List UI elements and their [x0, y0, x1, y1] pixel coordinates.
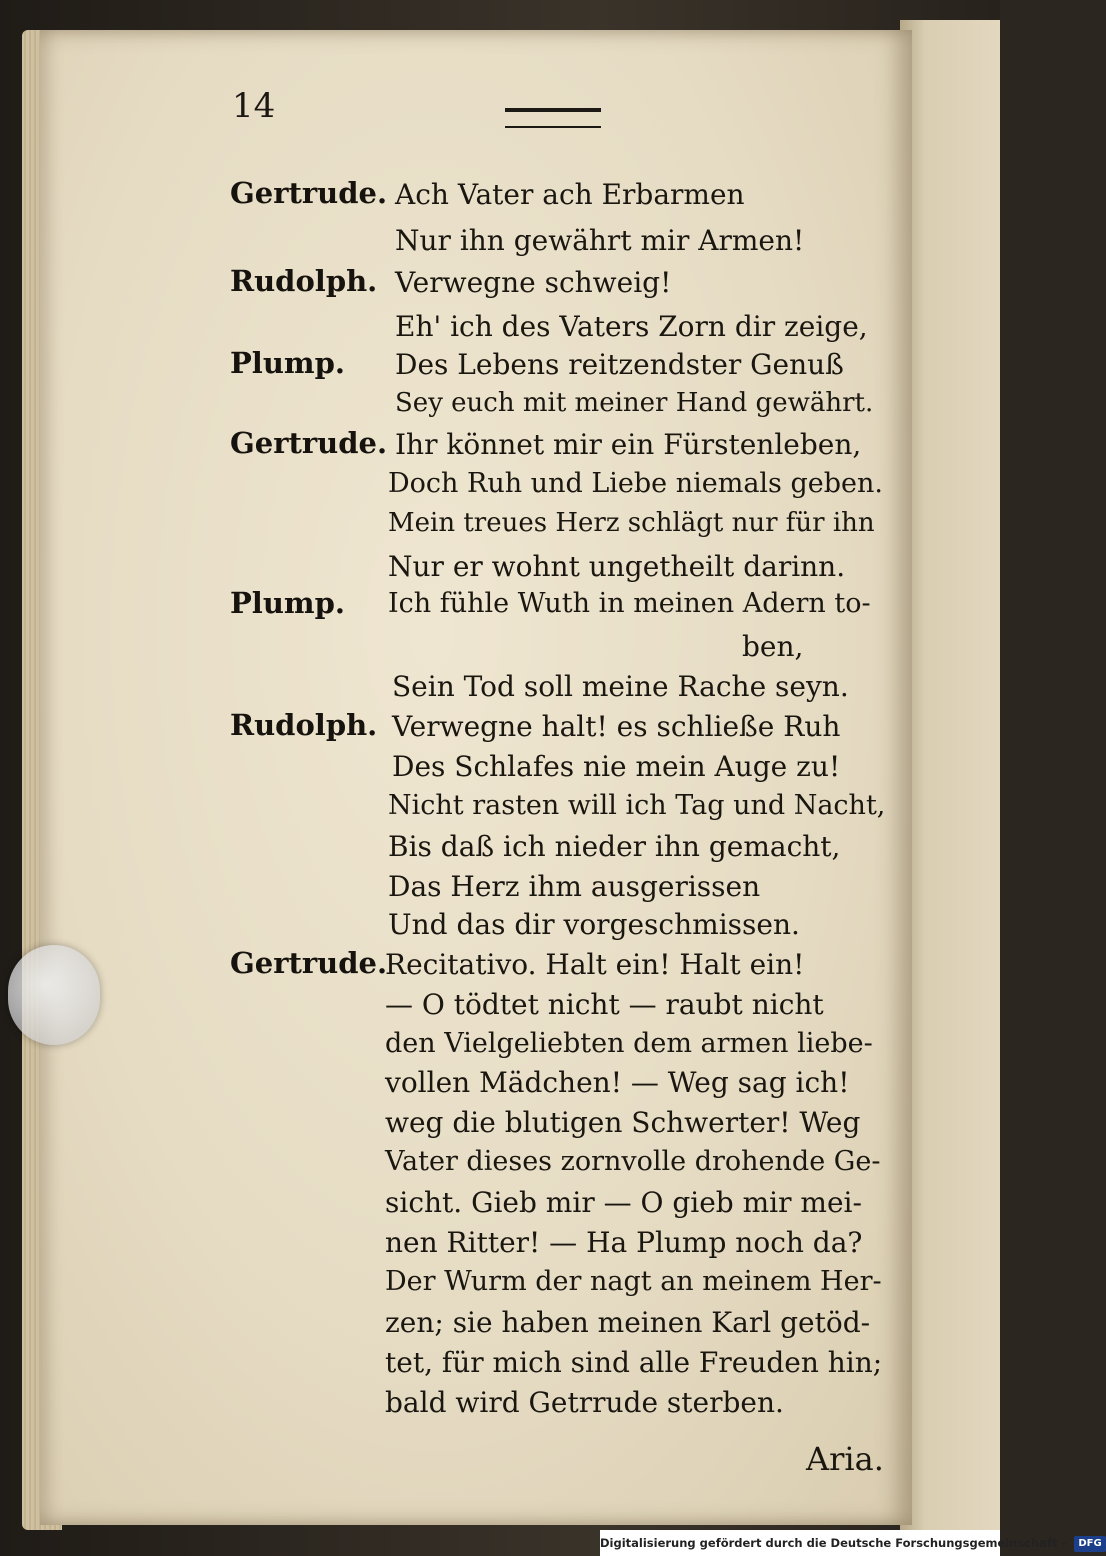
text-line — [0, 1344, 1000, 1384]
header-ornament-rule — [505, 108, 601, 128]
text-line — [0, 506, 1000, 546]
text-line — [0, 1104, 1000, 1144]
text-line — [0, 386, 1000, 426]
text-line — [0, 346, 1000, 386]
verse-text: Der Wurm der nagt an meinem Her- — [385, 1266, 882, 1297]
text-line — [0, 1026, 1000, 1066]
verse-text: Verwegne schweig! — [395, 266, 672, 299]
verse-text: Ich fühle Wuth in meinen Adern to- — [388, 588, 871, 619]
verse-text: Sey euch mit meiner Hand gewährt. — [395, 388, 874, 418]
verse-text: tet, für mich sind alle Freuden hin; — [385, 1346, 883, 1379]
speaker-name: Gertrude. — [230, 176, 388, 210]
text-line — [0, 946, 1000, 986]
text-line — [0, 1224, 1000, 1264]
text-line — [0, 788, 1000, 828]
text-line — [0, 176, 1000, 216]
speaker-name: Rudolph. — [230, 708, 378, 742]
verse-text: Verwegne halt! es schließe Ruh — [392, 710, 841, 743]
text-line — [0, 548, 1000, 588]
verse-text: Bis daß ich nieder ihn gemacht, — [388, 830, 841, 863]
text-line — [0, 308, 1000, 348]
footer-credit-text: Digitalisierung gefördert durch die Deutsche Forschungsgemeinschaft - — [600, 1536, 1067, 1550]
verse-text: Des Lebens reitzendster Genuß — [395, 348, 844, 381]
text-line — [0, 668, 1000, 708]
text-line — [0, 628, 1000, 668]
dfg-logo: DFG — [1074, 1536, 1105, 1552]
verse-text: Ach Vater ach Erbarmen — [395, 178, 745, 211]
verse-text: weg die blutigen Schwerter! Weg — [385, 1106, 861, 1139]
verse-text: ben, — [742, 630, 804, 663]
verse-text: zen; sie haben meinen Karl getöd- — [385, 1306, 871, 1339]
text-line — [0, 466, 1000, 506]
text-line — [0, 1264, 1000, 1304]
verse-text: vollen Mädchen! — Weg sag ich! — [385, 1066, 850, 1099]
text-line — [0, 748, 1000, 788]
speaker-name: Gertrude. — [230, 426, 388, 460]
footer-credit-bar — [600, 1530, 1102, 1556]
text-line — [0, 1384, 1000, 1424]
text-line — [0, 1144, 1000, 1184]
text-line — [0, 1304, 1000, 1344]
text-line — [0, 586, 1000, 626]
verse-text: bald wird Getrrude sterben. — [385, 1386, 784, 1419]
verse-text: Mein treues Herz schlägt nur für ihn — [388, 508, 875, 538]
verse-text: Des Schlafes nie mein Auge zu! — [392, 750, 841, 783]
speaker-name: Rudolph. — [230, 264, 378, 298]
speaker-name: Plump. — [230, 346, 345, 380]
text-line — [0, 986, 1000, 1026]
verse-text: Nur er wohnt ungetheilt darinn. — [388, 550, 846, 583]
verse-text: Nur ihn gewährt mir Armen! — [395, 224, 805, 257]
speaker-name: Plump. — [230, 586, 345, 620]
verse-text: den Vielgeliebten dem armen liebe- — [385, 1028, 873, 1059]
verse-text: sicht. Gieb mir — O gieb mir mei- — [385, 1186, 862, 1219]
verse-text: — O tödtet nicht — raubt nicht — [385, 988, 824, 1021]
text-line — [0, 426, 1000, 466]
text-line — [0, 264, 1000, 304]
verse-text: Vater dieses zornvolle drohende Ge- — [385, 1146, 881, 1177]
text-line — [0, 906, 1000, 946]
verse-text: Und das dir vorgeschmissen. — [388, 908, 800, 941]
text-line — [0, 1184, 1000, 1224]
verse-text: Das Herz ihm ausgerissen — [388, 870, 761, 903]
catchword: Aria. — [806, 1440, 884, 1478]
verse-text: Doch Ruh und Liebe niemals geben. — [388, 468, 883, 499]
verse-text: Recitativo. Halt ein! Halt ein! — [385, 948, 805, 981]
text-line — [0, 1064, 1000, 1104]
verse-text: Ihr könnet mir ein Fürstenleben, — [395, 428, 862, 461]
text-line — [0, 222, 1000, 262]
text-line — [0, 708, 1000, 748]
text-line — [0, 868, 1000, 908]
speaker-name: Gertrude. — [230, 946, 388, 980]
page-number: 14 — [232, 86, 276, 126]
verse-text: Eh' ich des Vaters Zorn dir zeige, — [395, 310, 868, 343]
text-line — [0, 828, 1000, 868]
verse-text: nen Ritter! — Ha Plump noch da? — [385, 1226, 863, 1259]
verse-text: Sein Tod soll meine Rache seyn. — [392, 670, 849, 703]
verse-text: Nicht rasten will ich Tag und Nacht, — [388, 790, 886, 821]
